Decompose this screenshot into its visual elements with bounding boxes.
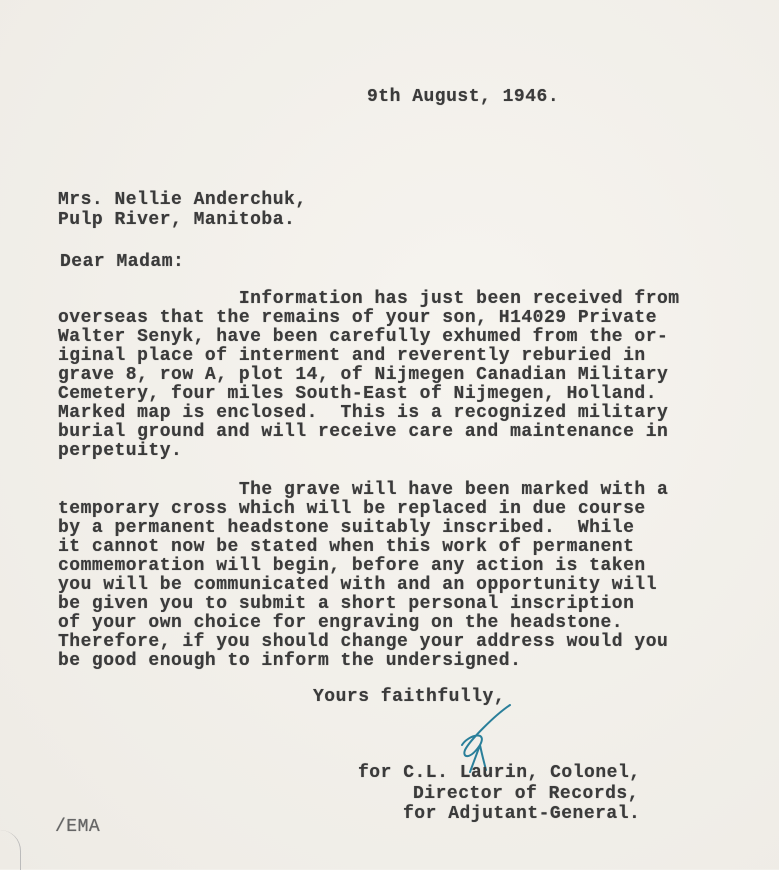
paragraph-line: it cannot now be stated when this work of permanent [58, 537, 635, 557]
paragraph-line: overseas that the remains of your son, H14029 Private [58, 308, 657, 328]
signatory-line: Director of Records, [413, 784, 640, 804]
paragraph-line: The grave will have been marked with a [58, 480, 669, 500]
address-line: Mrs. Nellie Anderchuk, [58, 190, 307, 210]
paragraph-line: Marked map is enclosed. This is a recognized military [58, 403, 669, 423]
paragraph-line: you will be communicated with and an opportunity will [58, 575, 657, 595]
closing: Yours faithfully, [313, 687, 506, 707]
paragraph-line: grave 8, row A, plot 14, of Nijmegen Canadian Military [58, 365, 669, 385]
paragraph-line: Walter Senyk, have been carefully exhumed from the or- [58, 327, 669, 347]
reference-initials: /EMA [55, 817, 101, 837]
paragraph-line: Cemetery, four miles South-East of Nijmegen, Holland. [58, 384, 657, 404]
paragraph-line: be given you to submit a short personal inscription [58, 594, 635, 614]
paragraph-2 [58, 481, 668, 671]
recipient-address [58, 191, 307, 230]
paragraph-line: temporary cross which will be replaced in due course [58, 499, 646, 519]
paragraph-line: be good enough to inform the undersigned. [58, 651, 522, 671]
paragraph-line: by a permanent headstone suitably inscribed. While [58, 518, 635, 538]
paragraph-line: burial ground and will receive care and maintenance in [58, 422, 669, 442]
paragraph-line: commemoration will begin, before any action is taken [58, 556, 646, 576]
paragraph-line: iginal place of interment and reverently reburied in [58, 346, 646, 366]
paragraph-line: of your own choice for engraving on the headstone. [58, 613, 624, 633]
letter-date: 9th August, 1946. [367, 87, 560, 107]
signatory-line: for C.L. Laurin, Colonel, [358, 763, 641, 783]
address-line: Pulp River, Manitoba. [58, 210, 296, 230]
paragraph-1 [58, 290, 680, 461]
salutation: Dear Madam: [60, 252, 185, 272]
paragraph-line: perpetuity. [58, 441, 183, 461]
paragraph-line: Information has just been received from [58, 289, 680, 309]
paragraph-line: Therefore, if you should change your address would you [58, 632, 669, 652]
signatory-line: for Adjutant-General. [403, 804, 641, 824]
